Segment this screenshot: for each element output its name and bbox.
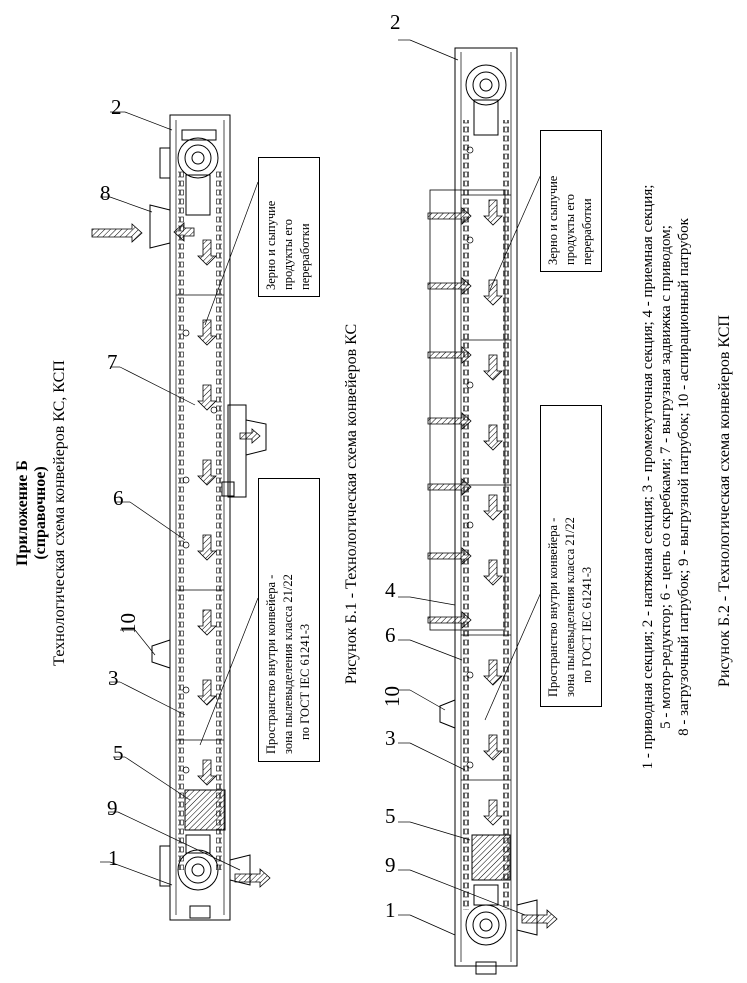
zone-note-line-2: зона пылевыделения класса 21/22: [563, 517, 577, 697]
zone-note-line-2: зона пылевыделения класса 21/22: [281, 574, 295, 754]
callout-1: 1: [108, 846, 119, 870]
appendix-caption: Технологическая схема конвейеров КС, КСП: [51, 360, 68, 666]
callout-7: 7: [107, 350, 118, 374]
figure1-caption: Рисунок Б.1 - Технологическая схема конвейеров КС: [343, 323, 360, 685]
product-note-line-1: Зерно и сыпучие: [264, 200, 278, 290]
callout-9: 9: [107, 796, 118, 820]
sprocket-bottom-icon: [466, 905, 506, 945]
callout-10: 10: [116, 613, 140, 634]
product-note-line-1: Зерно и сыпучие: [546, 175, 560, 265]
product-note-line-3: переработки: [580, 198, 594, 265]
callout-1: 1: [385, 898, 396, 922]
product-note-line-2: продукты его: [281, 219, 295, 290]
sprocket-top-icon: [466, 65, 506, 105]
flow-arrows-ksp: [428, 200, 557, 928]
sprocket-top-icon: [178, 138, 218, 178]
callout-5: 5: [113, 741, 124, 765]
callout-3: 3: [108, 666, 119, 690]
zone-note-line-1: Пространство внутри конвейера -: [546, 517, 560, 697]
callout-10: 10: [380, 686, 404, 707]
callout-5: 5: [385, 804, 396, 828]
callout-3: 3: [385, 726, 396, 750]
product-note-line-2: продукты его: [563, 194, 577, 265]
legend-line-1: 1 - приводная секция; 2 - натяжная секция; 3 - промежуточная секция; 4 - приемная секция;: [640, 184, 656, 770]
appendix-subtitle: (справочное): [32, 466, 49, 560]
conveyor-ksp-drawing: [398, 40, 557, 974]
callout-8: 8: [100, 181, 111, 205]
callout-2: 2: [390, 10, 401, 34]
zone-note-line-1: Пространство внутри конвейера -: [264, 574, 278, 754]
conveyor-ks-drawing: [92, 112, 270, 920]
aspiration-nozzle-icon: [440, 700, 455, 728]
inlet-nozzle-icon: [150, 205, 170, 248]
legend-line-3: 8 - загрузочный патрубок; 9 - выгрузной патрубок; 10 - аспирационный патрубок: [676, 218, 692, 736]
callout-6: 6: [385, 623, 396, 647]
zone-note-line-3: по ГОСТ IEC 61241-3: [580, 566, 594, 683]
motor-reducer-icon: [185, 790, 225, 830]
aspiration-nozzle-icon: [152, 640, 170, 668]
appendix-title: Приложение Б: [14, 460, 31, 566]
callout-2: 2: [111, 95, 122, 119]
gate-valve-icon: [228, 405, 246, 497]
product-note-line-3: переработки: [298, 223, 312, 290]
legend-line-2: 5 - мотор-редуктор; 6 - цепь со скребками; 7 - выгрузная задвижка с приводом;: [658, 225, 674, 729]
callout-4: 4: [385, 578, 396, 602]
motor-reducer-icon: [472, 835, 510, 880]
figure2-caption: Рисунок Б.2 - Технологическая схема конвейеров КСП: [716, 315, 733, 687]
zone-note-line-3: по ГОСТ IEC 61241-3: [298, 623, 312, 740]
callout-6: 6: [113, 486, 124, 510]
callout-9: 9: [385, 853, 396, 877]
